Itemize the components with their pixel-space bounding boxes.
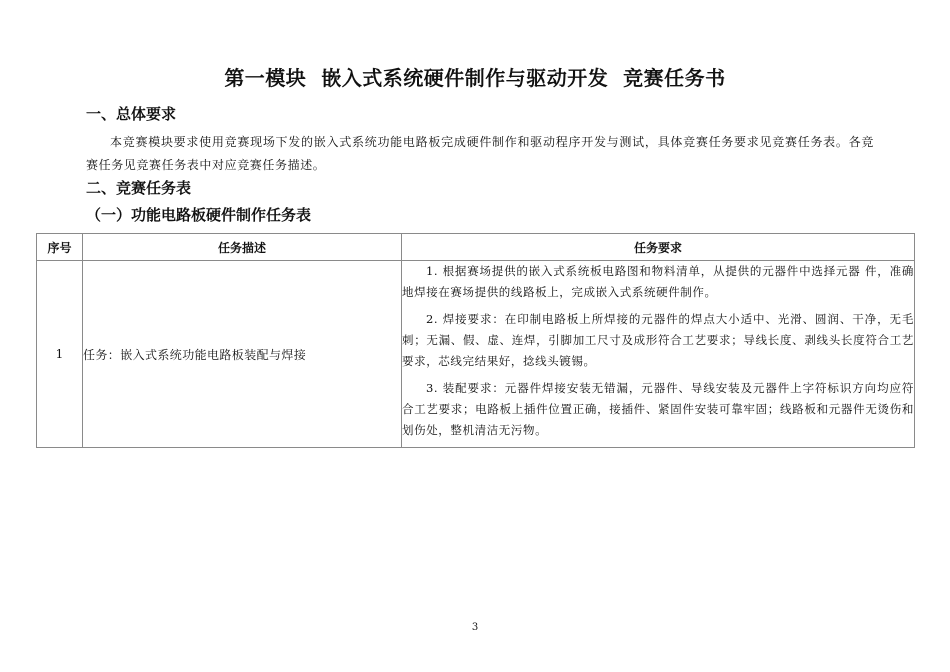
page-number: 3 — [471, 622, 479, 633]
table-row — [37, 261, 915, 448]
requirement-item: 1. 根据赛场提供的嵌入式系统板电路图和物料清单，从提供的元器件中选择元器 件，准确地焊接在赛场提供的线路板上，完成嵌入式系统硬件制作。 — [402, 264, 914, 299]
task-requirements-cell — [402, 261, 915, 448]
document-title: 第一模块 嵌入式系统硬件制作与驱动开发 竞赛任务书 — [224, 66, 726, 90]
general-requirements-paragraph: 本竞赛模块要求使用竞赛现场下发的嵌入式系统功能电路板完成硬件制作和驱动程序开发与测试，具体竞赛任务要求见竞赛任务表。各竞赛任务见竞赛任务表中对应竞赛任务描述。 — [86, 135, 874, 172]
table-header-row — [37, 234, 915, 261]
column-header-number: 序号 — [37, 234, 83, 261]
task-description-cell: 任务：嵌入式系统功能电路板装配与焊接 — [83, 261, 402, 448]
section-heading-task-table: 二、竞赛任务表 — [86, 179, 192, 197]
requirement-item: 2. 焊接要求：在印制电路板上所焊接的元器件的焊点大小适中、光滑、圆润、干净，无毛刺；无漏、假、虚、连焊，引脚加工尺寸及成形符合工艺要求；导线长度、剥线头长度符合工艺要求，芯线完结果好，捻线头镀锡。 — [402, 312, 914, 368]
column-header-requirements: 任务要求 — [402, 234, 915, 261]
column-header-description: 任务描述 — [83, 234, 402, 261]
subsection-heading-hardware-task-table: （一）功能电路板硬件制作任务表 — [86, 206, 312, 224]
requirement-item: 3. 装配要求：元器件焊接安装无错漏，元器件、导线安装及元器件上字符标识方向均应符合工艺要求；电路板上插件位置正确，接插件、紧固件安装可靠牢固；线路板和元器件无烫伤和划伤处，整机清洁无污物。 — [402, 381, 914, 437]
section-heading-general-requirements: 一、总体要求 — [86, 105, 177, 123]
task-table — [36, 233, 915, 448]
row-number-cell: 1 — [37, 261, 83, 448]
